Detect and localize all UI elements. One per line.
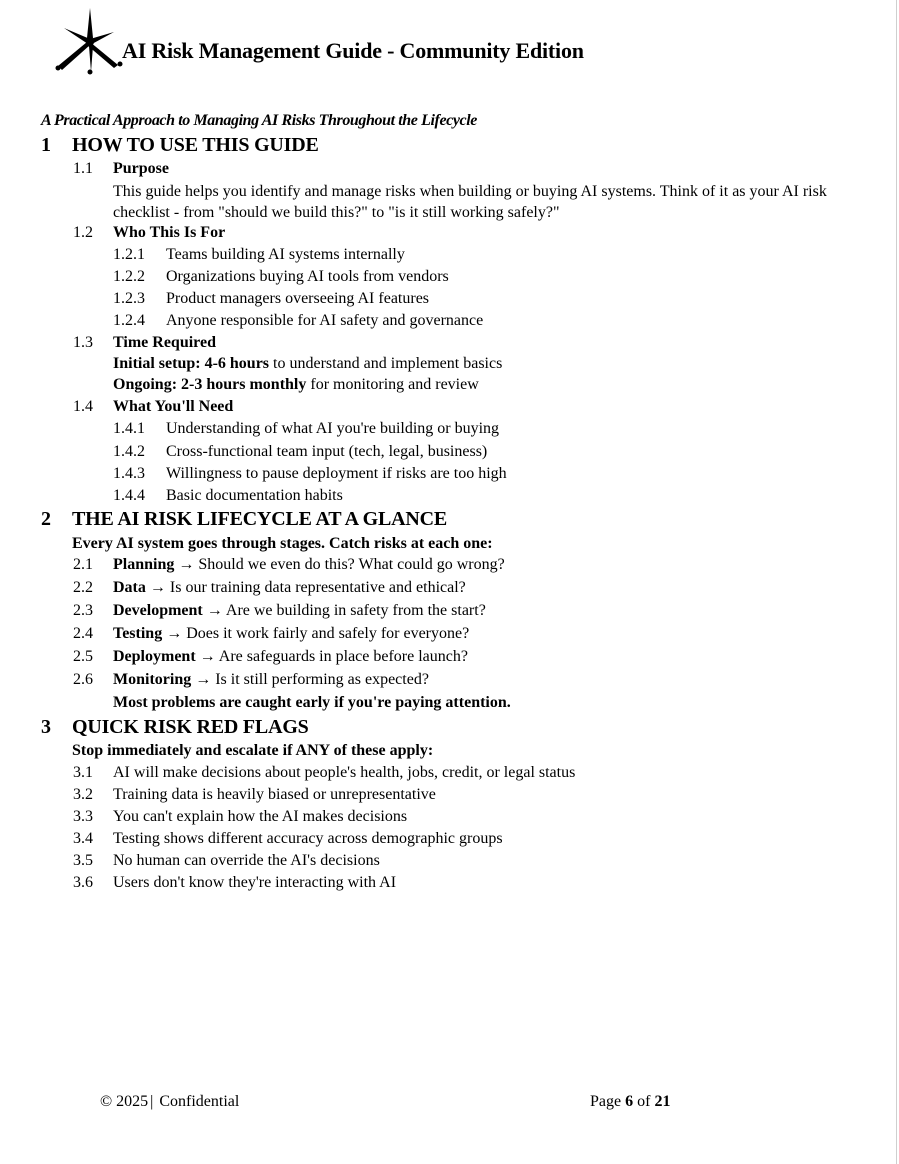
section-2-outro: Most problems are caught early if you're paying attention. [113,694,511,711]
item-1-4-1-text: Understanding of what AI you're building or buying [166,420,500,437]
flag-3-3-text: You can't explain how the AI makes decisions [113,808,408,825]
section-3-heading: QUICK RISK RED FLAGS [72,716,309,738]
stage-monitoring [113,671,429,689]
stage-planning [113,556,505,574]
stage-2-6-number: 2.6 [73,671,93,688]
stage-label: Deployment [113,648,196,665]
section-2-number: 2 [41,508,51,530]
item-1-2-number: 1.2 [73,224,93,241]
section-1-number: 1 [41,134,51,156]
stage-text: → Are safeguards in place before launch? [195,648,468,665]
item-1-2-2-text: Organizations buying AI tools from vendors [166,268,449,285]
section-2-intro: Every AI system goes through stages. Catch risks at each one: [72,535,493,552]
stage-2-5-number: 2.5 [73,648,93,665]
flag-3-4-text: Testing shows different accuracy across demographic groups [113,830,503,847]
footer-separator: | [150,1093,154,1110]
item-1-4-4-number: 1.4.4 [113,487,145,504]
item-1-3-number: 1.3 [73,334,93,351]
initial-setup-line [113,355,502,373]
purpose-paragraph: This guide helps you identify and manage risks when building or buying AI systems. Think of it as your AI risk checklist - from "should we build this?" to "is it still working safely?" [113,183,827,221]
document-title: AI Risk Management Guide - Community Edition [122,38,584,63]
flag-3-5-text: No human can override the AI's decisions [113,852,380,869]
flag-3-3-number: 3.3 [73,808,93,825]
ongoing-bold: Ongoing: 2-3 hours monthly [113,376,307,393]
section-1-heading: HOW TO USE THIS GUIDE [72,134,319,156]
flag-3-2-text: Training data is heavily biased or unrepresentative [113,786,436,803]
flag-3-5-number: 3.5 [73,852,93,869]
stage-data [113,579,466,597]
item-1-2-1-number: 1.2.1 [113,246,145,263]
page-number [590,1093,670,1111]
document-subtitle: A Practical Approach to Managing AI Risks Throughout the Lifecycle [41,112,478,129]
flag-3-6-number: 3.6 [73,874,93,891]
item-1-4-2-text: Cross-functional team input (tech, legal, business) [166,443,488,460]
item-1-4-4-text: Basic documentation habits [166,487,343,504]
item-1-4-2-number: 1.4.2 [113,443,145,460]
ongoing-text: for monitoring and review [306,376,479,393]
current-page: 6 [625,1093,634,1110]
flag-3-1-text: AI will make decisions about people's health, jobs, credit, or legal status [113,764,576,781]
stage-deployment [113,648,468,666]
stage-2-1-number: 2.1 [73,556,93,573]
flag-3-2-number: 3.2 [73,786,93,803]
footer-left [100,1093,239,1111]
item-1-3-label: Time Required [113,334,216,351]
item-1-2-3-number: 1.2.3 [113,290,145,307]
stage-label: Data [113,579,146,596]
item-1-4-1-number: 1.4.1 [113,420,145,437]
stage-label: Planning [113,556,175,573]
stage-2-3-number: 2.3 [73,602,93,619]
initial-setup-bold: Initial setup: 4-6 hours [113,355,270,372]
item-1-2-4-number: 1.2.4 [113,312,145,329]
item-1-4-3-text: Willingness to pause deployment if risks are too high [166,465,507,482]
stage-label: Development [113,602,203,619]
stage-label: Monitoring [113,671,192,688]
stage-2-4-number: 2.4 [73,625,93,642]
flag-3-6-text: Users don't know they're interacting with AI [113,874,397,891]
section-2-heading: THE AI RISK LIFECYCLE AT A GLANCE [72,508,447,530]
stage-label: Testing [113,625,163,642]
item-1-4-number: 1.4 [73,398,93,415]
of-word: of [633,1093,655,1110]
page-word: Page [590,1093,626,1110]
stage-text: → Should we even do this? What could go wrong? [174,556,505,573]
ongoing-line [113,376,479,394]
item-1-2-label: Who This Is For [113,224,226,241]
item-1-2-4-text: Anyone responsible for AI safety and governance [166,312,484,329]
item-1-1-number: 1.1 [73,160,93,177]
total-pages: 21 [654,1093,671,1110]
stage-text: → Is it still performing as expected? [191,671,429,688]
stage-text: → Is our training data representative and ethical? [145,579,466,596]
initial-setup-text: to understand and implement basics [269,355,503,372]
stage-testing [113,625,469,643]
flag-3-4-number: 3.4 [73,830,93,847]
item-1-4-3-number: 1.4.3 [113,465,145,482]
item-1-2-2-number: 1.2.2 [113,268,145,285]
stage-text: → Does it work fairly and safely for everyone? [162,625,470,642]
flag-3-1-number: 3.1 [73,764,93,781]
item-1-1-label: Purpose [113,160,169,177]
item-1-4-label: What You'll Need [113,398,234,415]
section-3-number: 3 [41,716,51,738]
section-3-intro: Stop immediately and escalate if ANY of these apply: [72,742,434,759]
item-1-2-1-text: Teams building AI systems internally [166,246,405,263]
footer-copyright: © 2025 [100,1093,149,1110]
star-compass-logo-icon [54,6,126,78]
stage-text: → Are we building in safety from the start? [202,602,486,619]
item-1-2-3-text: Product managers overseeing AI features [166,290,430,307]
footer-confidential: Confidential [159,1093,240,1110]
stage-development [113,602,486,620]
page-edge [896,0,897,1164]
stage-2-2-number: 2.2 [73,579,93,596]
